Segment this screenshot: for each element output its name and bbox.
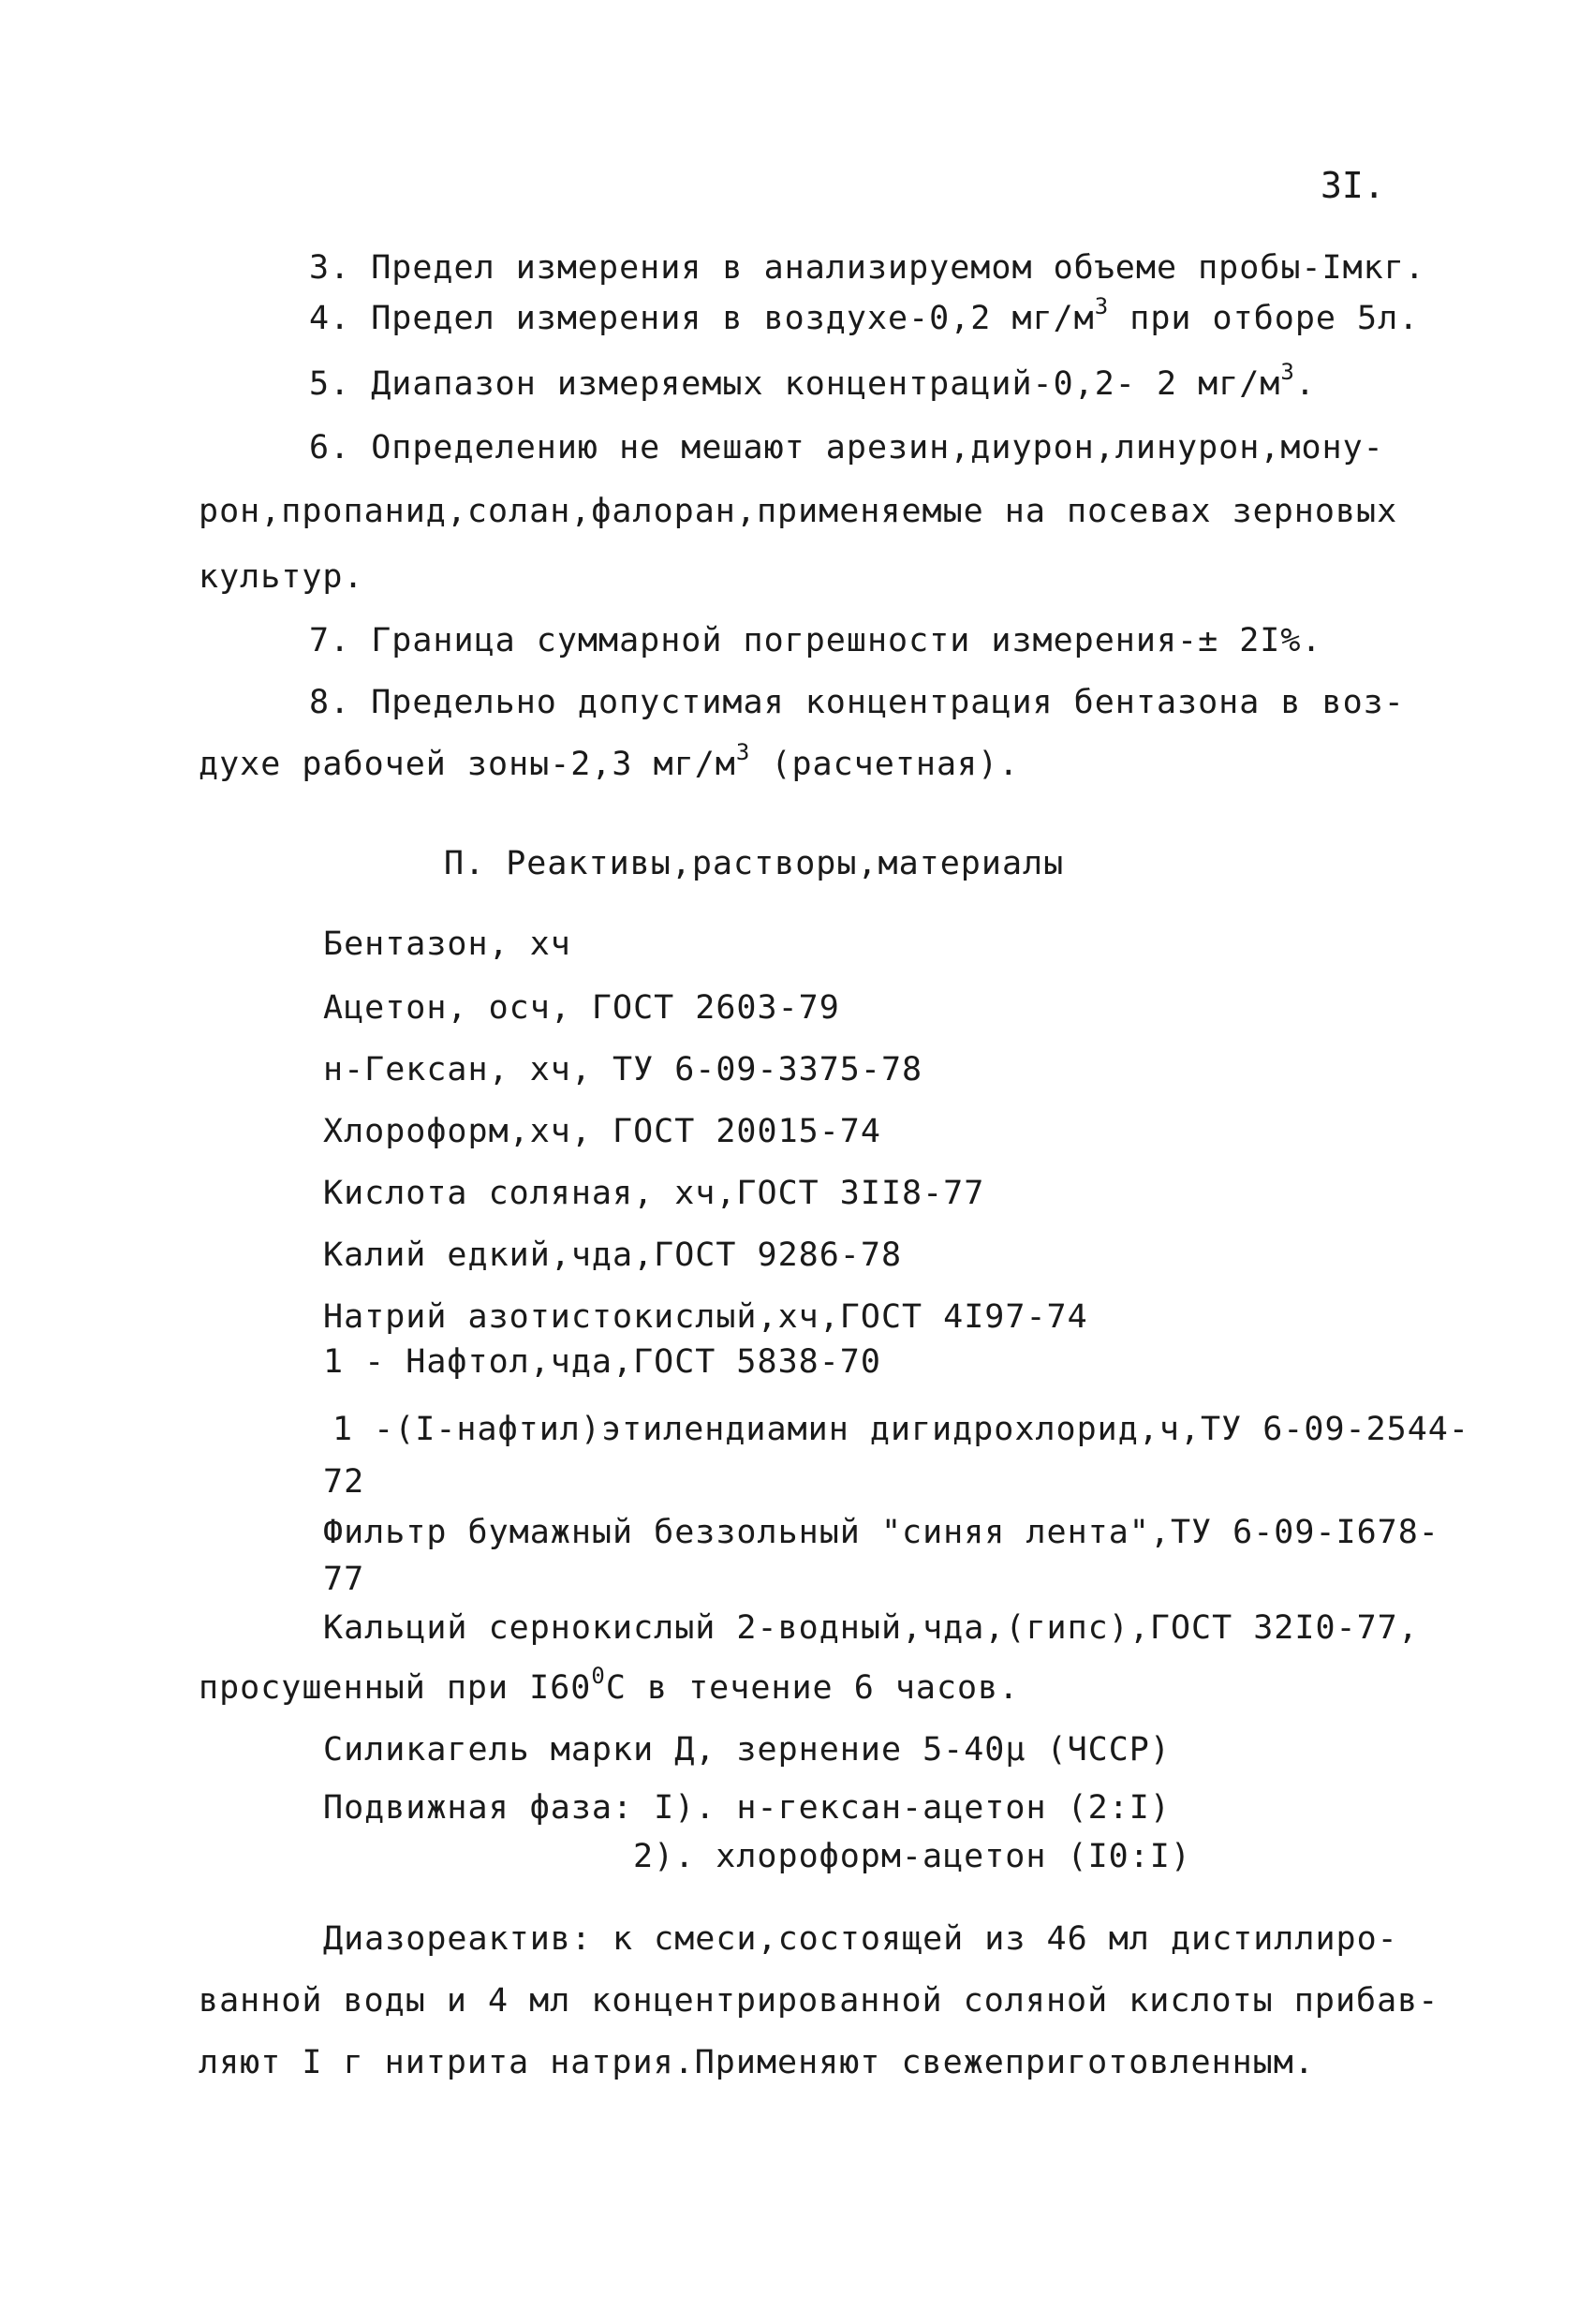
reagent-item: 1 - Нафтол,чда,ГОСТ 5838-70 [323,1343,881,1381]
calcium-line-2 [199,1663,1020,1709]
reagent-item: Ацетон, осч, ГОСТ 2603-79 [323,989,840,1027]
reagent-item: н-Гексан, хч, ТУ 6-09-3375-78 [323,1051,923,1088]
item-8-tail: (расчетная). [750,746,1020,783]
item-4-text: 4. Предел измерения в воздухе-0,2 мг/м [309,300,1095,337]
section-2-heading: П. Реактивы,растворы,материалы [444,845,1065,882]
filter-line-1: Фильтр бумажный беззольный "синяя лента",ТУ 6-09-I678- [323,1514,1439,1551]
silica-gel: Силикагель марки Д, зернение 5-40μ (ЧССР) [323,1731,1171,1769]
mobile-phase-2: 2). хлороформ-ацетон (I0:I) [633,1838,1191,1875]
reagent-item: Хлороформ,хч, ГОСТ 20015-74 [323,1113,881,1150]
item-4-sup: 3 [1094,293,1110,319]
item-7: 7. Граница суммарной погрешности измерения-± 2I%. [309,622,1322,659]
item-8-line-1: 8. Предельно допустимая концентрация бентазона в воз- [309,684,1405,721]
item-3: 3. Предел измерения в анализируемом объеме пробы-Iмкг. [309,249,1425,287]
item-6-line-3: культур. [199,558,364,596]
reagent-item: Натрий азотистокислый,хч,ГОСТ 4I97-74 [323,1298,1088,1336]
filter-line-2: 77 [323,1561,365,1598]
item-6-line-2: рон,пропанид,солан,фалоран,применяемые на посевах зерновых [199,493,1398,530]
diazo-line-2: ванной воды и 4 мл концентрированной соляной кислоты прибав- [199,1982,1439,2020]
item-4 [309,293,1420,339]
item-8-sup: 3 [735,739,751,765]
reagent-item: Бентазон, хч [323,925,571,963]
item-8-line-2 [199,739,1020,785]
item-4-tail: при отборе 5л. [1109,300,1420,337]
naphthyl-line-2: 72 [323,1463,365,1501]
item-5-text: 5. Диапазон измеряемых концентраций-0,2- 2 мг/м [309,365,1281,403]
calcium-line-2-pre: просушенный при I60 [199,1669,592,1707]
degree-sup: 0 [591,1663,606,1689]
reagent-item: Кислота соляная, хч,ГОСТ 3II8-77 [323,1175,985,1212]
item-5 [309,359,1316,405]
calcium-line-1: Кальций сернокислый 2-водный,чда,(гипс),ГОСТ 32I0-77, [323,1609,1419,1647]
item-6-line-1: 6. Определению не мешают арезин,диурон,линурон,мону- [309,429,1384,466]
item-5-tail: . [1294,365,1316,403]
mobile-phase-1: Подвижная фаза: I). н-гексан-ацетон (2:I) [323,1789,1171,1827]
page-number: 3I. [1321,165,1385,206]
item-5-sup: 3 [1280,359,1295,385]
diazo-line-3: ляют I г нитрита натрия.Применяют свежеприготовленным. [199,2044,1315,2081]
reagent-item: Калий едкий,чда,ГОСТ 9286-78 [323,1236,903,1274]
calcium-line-2-post: С в течение 6 часов. [605,1669,1020,1707]
naphthyl-line-1: 1 -(I-нафтил)этилендиамин дигидрохлорид,ч,ТУ 6-09-2544- [332,1411,1469,1448]
item-8-line-2-text: духе рабочей зоны-2,3 мг/м [199,746,736,783]
diazo-line-1: Диазореактив: к смеси,состоящей из 46 мл дистиллиро- [323,1920,1398,1958]
